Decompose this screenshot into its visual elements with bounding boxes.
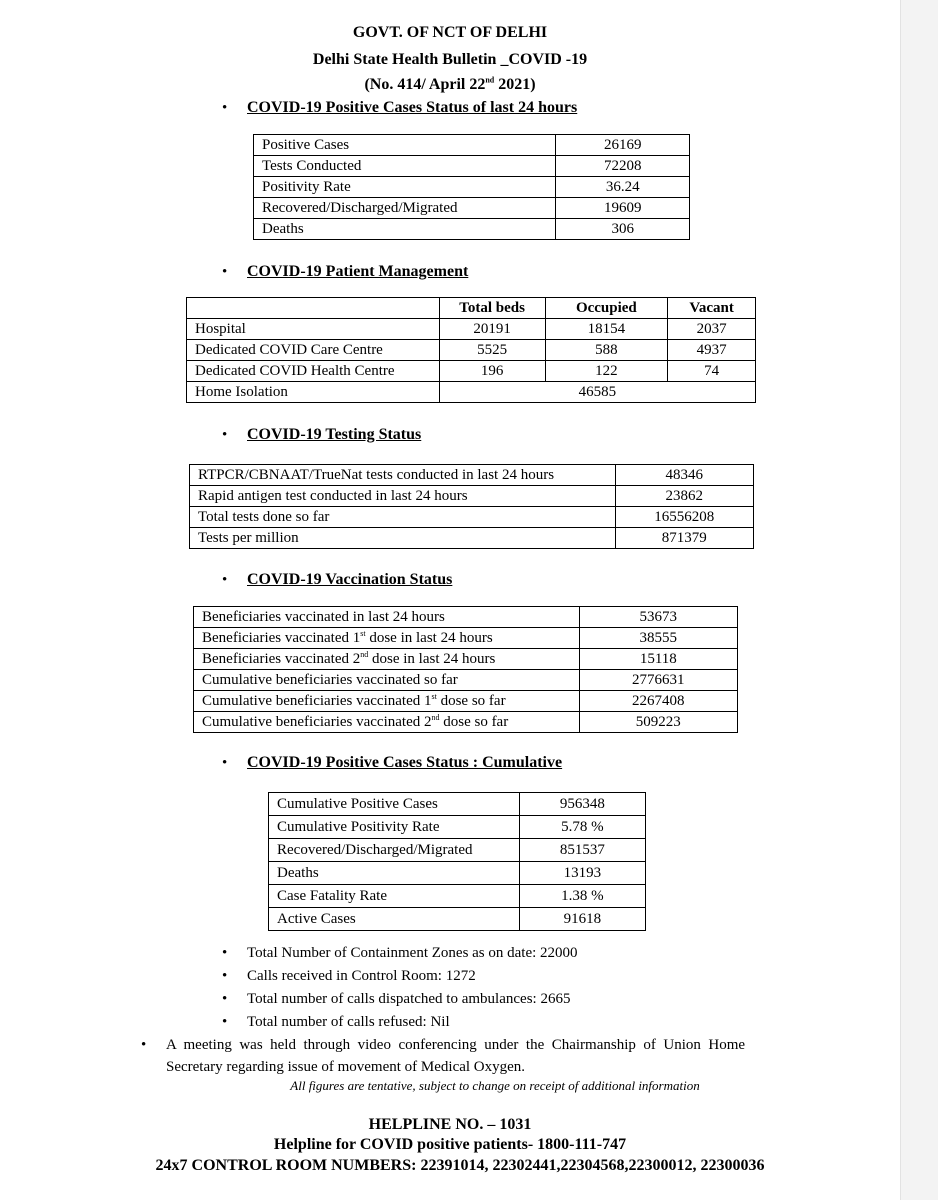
table-row: Cumulative beneficiaries vaccinated so far 2776631: [194, 670, 738, 691]
bullet-icon: •: [222, 991, 228, 1007]
table-row: Rapid antigen test conducted in last 24 hours 23862: [190, 486, 754, 507]
bullet-icon: •: [222, 427, 228, 443]
meeting-note-line2: Secretary regarding issue of movement of Medical Oxygen.: [166, 1059, 526, 1075]
last24-table: [253, 134, 690, 240]
header-org: GOVT. OF NCT OF DELHI: [352, 24, 548, 41]
note-containment-zones: Total Number of Containment Zones as on date: 22000: [247, 945, 578, 961]
table-row: Positivity Rate 36.24: [254, 177, 690, 198]
vaccination-table: [193, 606, 738, 733]
note-control-room-calls: Calls received in Control Room: 1272: [247, 968, 476, 984]
right-margin-strip: [900, 0, 938, 1200]
table-row: Dedicated COVID Care Centre 5525 588 4937: [187, 340, 756, 361]
table-row: Beneficiaries vaccinated 1st dose in last 24 hours 38555: [194, 628, 738, 649]
table-row: RTPCR/CBNAAT/TrueNat tests conducted in last 24 hours 48346: [190, 465, 754, 486]
testing-table: [189, 464, 754, 549]
table-row: Active Cases 91618: [269, 908, 646, 931]
bullet-icon: •: [222, 945, 228, 961]
table-row: Beneficiaries vaccinated in last 24 hours 53673: [194, 607, 738, 628]
cumulative-table: [268, 792, 646, 931]
table-row: Cumulative beneficiaries vaccinated 1st dose so far 2267408: [194, 691, 738, 712]
table-row: Recovered/Discharged/Migrated 19609: [254, 198, 690, 219]
table-row: Case Fatality Rate 1.38 %: [269, 885, 646, 908]
table-row: Home Isolation 46585: [187, 382, 756, 403]
note-refused-calls: Total number of calls refused: Nil: [247, 1014, 450, 1030]
section-last24-title: COVID-19 Positive Cases Status of last 24 hours: [247, 99, 578, 116]
bullet-icon: •: [222, 968, 228, 984]
helpline-number: HELPLINE NO. – 1031: [368, 1116, 532, 1133]
section-testing-title: COVID-19 Testing Status: [247, 426, 422, 443]
section-cumulative-title: COVID-19 Positive Cases Status : Cumulative: [247, 754, 563, 771]
covid-helpline: Helpline for COVID positive patients- 1800-111-747: [273, 1136, 627, 1153]
bullet-icon: •: [222, 100, 228, 116]
meeting-note-line1: A meeting was held through video conferencing under the Chairmanship of Union Home: [166, 1037, 746, 1053]
table-row: Total tests done so far 16556208: [190, 507, 754, 528]
patient-mgmt-table: [186, 297, 756, 403]
table-row: Cumulative Positivity Rate 5.78 %: [269, 816, 646, 839]
bullet-icon: •: [141, 1037, 147, 1053]
disclaimer: All figures are tentative, subject to change on receipt of additional information: [290, 1078, 700, 1093]
header-title: Delhi State Health Bulletin _COVID -19: [312, 51, 588, 68]
header-number: (No. 414/ April 22nd 2021): [364, 75, 536, 93]
note-ambulance-calls: Total number of calls dispatched to ambulances: 2665: [247, 991, 571, 1007]
bullet-icon: •: [222, 572, 228, 588]
control-room-numbers: 24x7 CONTROL ROOM NUMBERS: 22391014, 22302441,22304568,22300012, 22300036: [155, 1157, 765, 1174]
table-row: Dedicated COVID Health Centre 196 122 74: [187, 361, 756, 382]
section-patient-mgmt-title: COVID-19 Patient Management: [247, 263, 469, 280]
bullet-icon: •: [222, 1014, 228, 1030]
table-row: Deaths 306: [254, 219, 690, 240]
table-row: Beneficiaries vaccinated 2nd dose in last 24 hours 15118: [194, 649, 738, 670]
table-row: Tests Conducted 72208: [254, 156, 690, 177]
table-row: Cumulative beneficiaries vaccinated 2nd dose so far 509223: [194, 712, 738, 733]
table-row: Recovered/Discharged/Migrated 851537: [269, 839, 646, 862]
bullet-icon: •: [222, 264, 228, 280]
bullet-icon: •: [222, 755, 228, 771]
table-header-row: Total beds Occupied Vacant: [187, 298, 756, 319]
table-row: Hospital 20191 18154 2037: [187, 319, 756, 340]
table-row: Cumulative Positive Cases 956348: [269, 793, 646, 816]
section-vaccination-title: COVID-19 Vaccination Status: [247, 571, 453, 588]
table-row: Positive Cases 26169: [254, 135, 690, 156]
table-row: Deaths 13193: [269, 862, 646, 885]
table-row: Tests per million 871379: [190, 528, 754, 549]
